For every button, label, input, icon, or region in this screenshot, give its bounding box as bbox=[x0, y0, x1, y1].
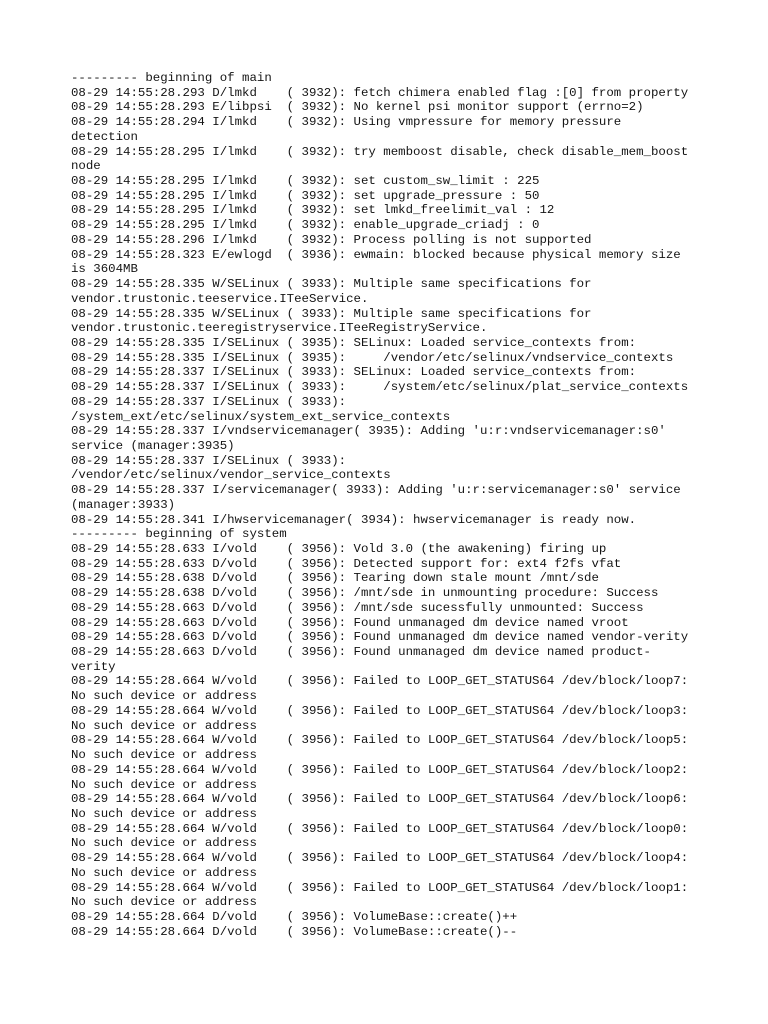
log-line: is 3604MB bbox=[71, 262, 138, 277]
log-line: /vendor/etc/selinux/vendor_service_contexts bbox=[71, 468, 391, 483]
log-line: detection bbox=[71, 129, 138, 144]
log-line: 08-29 14:55:28.337 I/SELinux ( 3933): SELinux: Loaded service_contexts from: bbox=[71, 365, 637, 380]
log-line: 08-29 14:55:28.337 I/SELinux ( 3933): bbox=[71, 394, 347, 409]
log-line: 08-29 14:55:28.294 I/lmkd ( 3932): Using vmpressure for memory pressure bbox=[71, 115, 622, 130]
log-line: 08-29 14:55:28.295 I/lmkd ( 3932): enable_upgrade_criadj : 0 bbox=[71, 218, 540, 233]
log-line: No such device or address bbox=[71, 748, 257, 763]
log-line: 08-29 14:55:28.335 W/SELinux ( 3933): Multiple same specifications for bbox=[71, 306, 592, 321]
log-line: service (manager:3935) bbox=[71, 438, 235, 453]
log-line: 08-29 14:55:28.335 W/SELinux ( 3933): Multiple same specifications for bbox=[71, 277, 592, 292]
log-line: vendor.trustonic.teeregistryservice.ITeeRegistryService. bbox=[71, 321, 488, 336]
log-line: 08-29 14:55:28.663 D/vold ( 3956): Found unmanaged dm device named product- bbox=[71, 645, 651, 660]
log-line: 08-29 14:55:28.295 I/lmkd ( 3932): set upgrade_pressure : 50 bbox=[71, 188, 540, 203]
log-line: 08-29 14:55:28.664 W/vold ( 3956): Failed to LOOP_GET_STATUS64 /dev/block/loop5: bbox=[71, 733, 689, 748]
log-line: vendor.trustonic.teeservice.ITeeService. bbox=[71, 291, 369, 306]
log-line: 08-29 14:55:28.341 I/hwservicemanager( 3934): hwservicemanager is ready now. bbox=[71, 512, 637, 527]
log-line: node bbox=[71, 159, 101, 174]
log-line: No such device or address bbox=[71, 689, 257, 704]
log-line: 08-29 14:55:28.664 W/vold ( 3956): Failed to LOOP_GET_STATUS64 /dev/block/loop3: bbox=[71, 703, 689, 718]
log-line: 08-29 14:55:28.293 E/libpsi ( 3932): No kernel psi monitor support (errno=2) bbox=[71, 100, 644, 115]
log-line: 08-29 14:55:28.664 W/vold ( 3956): Failed to LOOP_GET_STATUS64 /dev/block/loop1: bbox=[71, 880, 689, 895]
log-line: 08-29 14:55:28.335 I/SELinux ( 3935): /vendor/etc/selinux/vndservice_contexts bbox=[71, 350, 674, 365]
log-line: 08-29 14:55:28.664 W/vold ( 3956): Failed to LOOP_GET_STATUS64 /dev/block/loop6: bbox=[71, 792, 689, 807]
log-line: No such device or address bbox=[71, 777, 257, 792]
log-line: 08-29 14:55:28.295 I/lmkd ( 3932): set custom_sw_limit : 225 bbox=[71, 174, 540, 189]
log-line: verity bbox=[71, 659, 116, 674]
log-line: 08-29 14:55:28.335 I/SELinux ( 3935): SELinux: Loaded service_contexts from: bbox=[71, 335, 637, 350]
log-line: 08-29 14:55:28.337 I/SELinux ( 3933): bbox=[71, 453, 347, 468]
log-line: 08-29 14:55:28.664 D/vold ( 3956): VolumeBase::create()++ bbox=[71, 909, 518, 924]
log-line: --------- beginning of main bbox=[71, 71, 272, 85]
log-line: No such device or address bbox=[71, 806, 257, 821]
log-line: 08-29 14:55:28.663 D/vold ( 3956): /mnt/sde sucessfully unmounted: Success bbox=[71, 600, 644, 615]
log-line: 08-29 14:55:28.295 I/lmkd ( 3932): set lmkd_freelimit_val : 12 bbox=[71, 203, 555, 218]
log-line: 08-29 14:55:28.638 D/vold ( 3956): /mnt/sde in unmounting procedure: Success bbox=[71, 586, 659, 601]
log-line: --------- beginning of system bbox=[71, 527, 287, 542]
log-line: 08-29 14:55:28.664 D/vold ( 3956): VolumeBase::create()-- bbox=[71, 924, 518, 939]
log-line: No such device or address bbox=[71, 865, 257, 880]
log-line: 08-29 14:55:28.633 I/vold ( 3956): Vold 3.0 (the awakening) firing up bbox=[71, 542, 607, 556]
log-line: 08-29 14:55:28.638 D/vold ( 3956): Tearing down stale mount /mnt/sde bbox=[71, 571, 599, 586]
log-line: 08-29 14:55:28.337 I/SELinux ( 3933): /system/etc/selinux/plat_service_contexts bbox=[71, 380, 689, 395]
log-line: 08-29 14:55:28.664 W/vold ( 3956): Failed to LOOP_GET_STATUS64 /dev/block/loop4: bbox=[71, 851, 689, 866]
log-line: 08-29 14:55:28.633 D/vold ( 3956): Detected support for: ext4 f2fs vfat bbox=[71, 556, 622, 571]
log-line: 08-29 14:55:28.296 I/lmkd ( 3932): Process polling is not supported bbox=[71, 232, 592, 247]
log-line: 08-29 14:55:28.663 D/vold ( 3956): Found unmanaged dm device named vendor-verity bbox=[71, 630, 689, 645]
log-line: 08-29 14:55:28.337 I/servicemanager( 3933): Adding 'u:r:servicemanager:s0' service bbox=[71, 483, 681, 498]
log-line: No such device or address bbox=[71, 718, 257, 733]
log-line: /system_ext/etc/selinux/system_ext_service_contexts bbox=[71, 409, 451, 424]
log-line: 08-29 14:55:28.663 D/vold ( 3956): Found unmanaged dm device named vroot bbox=[71, 615, 629, 630]
log-line: 08-29 14:55:28.323 E/ewlogd ( 3936): ewmain: blocked because physical memory size bbox=[71, 247, 681, 262]
log-line: 08-29 14:55:28.293 D/lmkd ( 3932): fetch chimera enabled flag :[0] from property bbox=[71, 85, 689, 100]
log-line: 08-29 14:55:28.664 W/vold ( 3956): Failed to LOOP_GET_STATUS64 /dev/block/loop0: bbox=[71, 821, 689, 836]
log-line: No such device or address bbox=[71, 895, 257, 910]
log-line: (manager:3933) bbox=[71, 497, 176, 512]
log-line: No such device or address bbox=[71, 836, 257, 851]
log-line: 08-29 14:55:28.664 W/vold ( 3956): Failed to LOOP_GET_STATUS64 /dev/block/loop7: bbox=[71, 674, 689, 689]
log-line: 08-29 14:55:28.664 W/vold ( 3956): Failed to LOOP_GET_STATUS64 /dev/block/loop2: bbox=[71, 762, 689, 777]
log-text-block bbox=[71, 71, 711, 939]
log-line: 08-29 14:55:28.337 I/vndservicemanager( 3935): Adding 'u:r:vndservicemanager:s0' bbox=[71, 424, 666, 439]
log-line: 08-29 14:55:28.295 I/lmkd ( 3932): try memboost disable, check disable_mem_boost bbox=[71, 144, 689, 159]
